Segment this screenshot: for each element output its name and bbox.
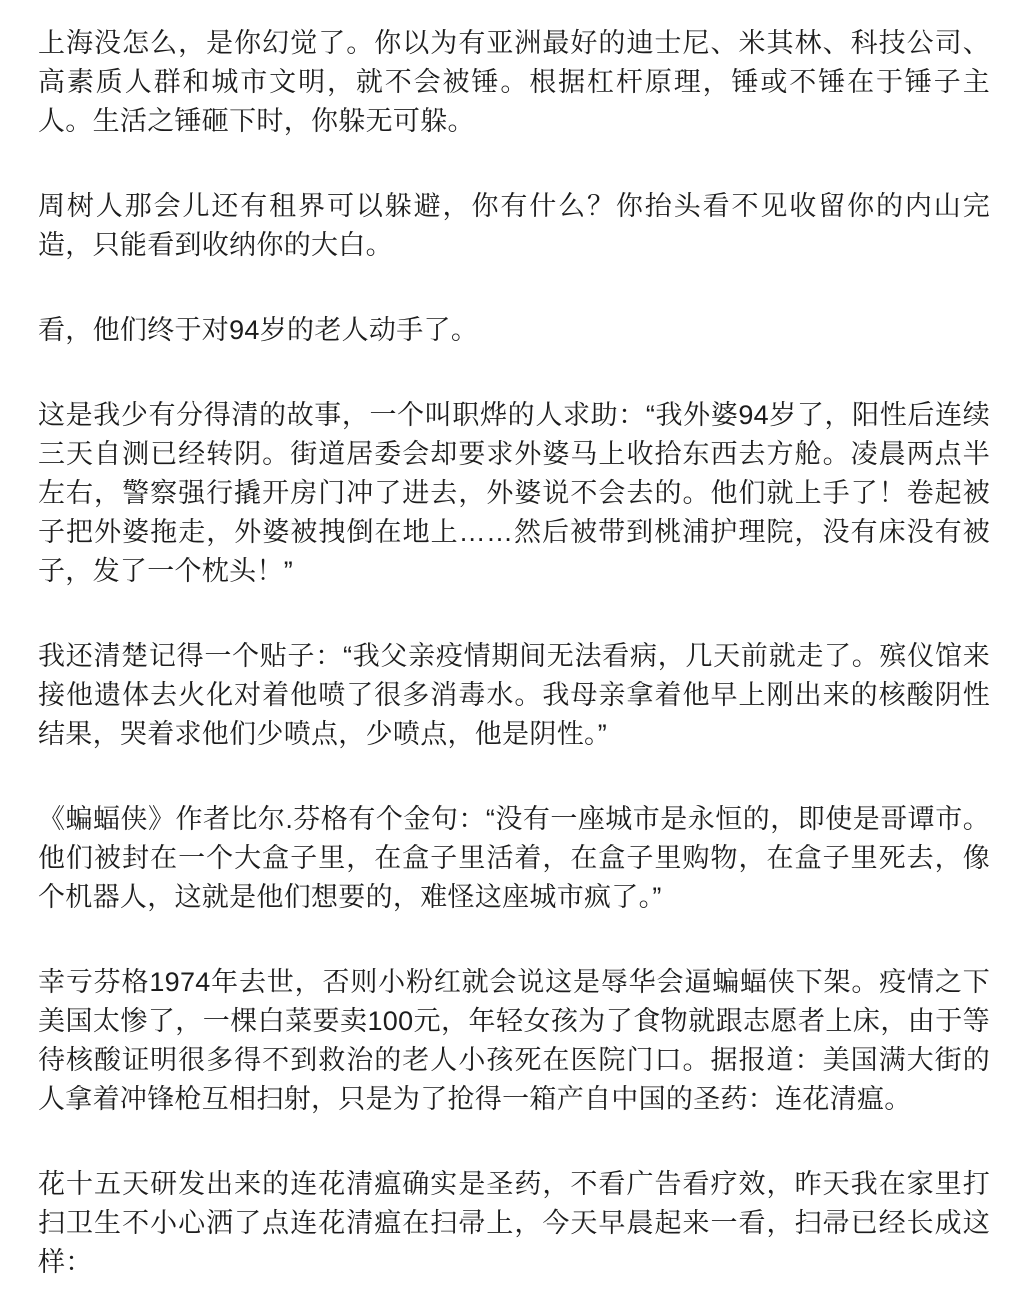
- paragraph-shanghai-illusion: 上海没怎么，是你幻觉了。你以为有亚洲最好的迪士尼、米其林、科技公司、高素质人群和城市文明，就不会被锤。根据杠杆原理，锤或不锤在于锤子主人。生活之锤砸下时，你躲无可躲。: [38, 28, 990, 136]
- paragraph-zhou-shuren: 周树人那会儿还有租界可以躲避，你有什么？你抬头看不见收留你的内山完造，只能看到收纳你的大白。: [38, 191, 990, 260]
- paragraph-zhiye-story: 这是我少有分得清的故事，一个叫职烨的人求助：“我外婆94岁了，阳性后连续三天自测已经转阴。街道居委会却要求外婆马上收拾东西去方舱。凌晨两点半左右，警察强行撬开房门冲了进去，外婆说不会去的。他们就上手了！卷起被子把外婆拖走，外婆被拽倒在地上……然后被带到桃浦护理院，没有床没有被子，发了一个枕头！”: [38, 400, 990, 586]
- paragraph-batman-quote: 《蝙蝠侠》作者比尔.芬格有个金句：“没有一座城市是永恒的，即使是哥谭市。他们被封在一个大盒子里，在盒子里活着，在盒子里购物，在盒子里死去，像个机器人，这就是他们想要的，难怪这座城市疯了。”: [38, 804, 990, 912]
- paragraph-father-post: 我还清楚记得一个贴子：“我父亲疫情期间无法看病，几天前就走了。殡仪馆来接他遗体去火化对着他喷了很多消毒水。我母亲拿着他早上刚出来的核酸阴性结果，哭着求他们少喷点，少喷点，他是阴性。”: [38, 641, 990, 749]
- paragraph-finger-1974: 幸亏芬格1974年去世，否则小粉红就会说这是辱华会逼蝙蝠侠下架。疫情之下美国太惨了，一棵白菜要卖100元，年轻女孩为了食物就跟志愿者上床，由于等待核酸证明很多得不到救治的老人小孩死在医院门口。据报道：美国满大街的人拿着冲锋枪互相扫射，只是为了抢得一箱产自中国的圣药：连花清瘟。: [38, 967, 990, 1114]
- paragraph-94-year-old: 看，他们终于对94岁的老人动手了。: [38, 315, 479, 345]
- paragraph-lianhua-qingwen: 花十五天研发出来的连花清瘟确实是圣药，不看广告看疗效，昨天我在家里打扫卫生不小心洒了点连花清瘟在扫帚上，今天早晨起来一看，扫帚已经长成这样：: [38, 1169, 990, 1277]
